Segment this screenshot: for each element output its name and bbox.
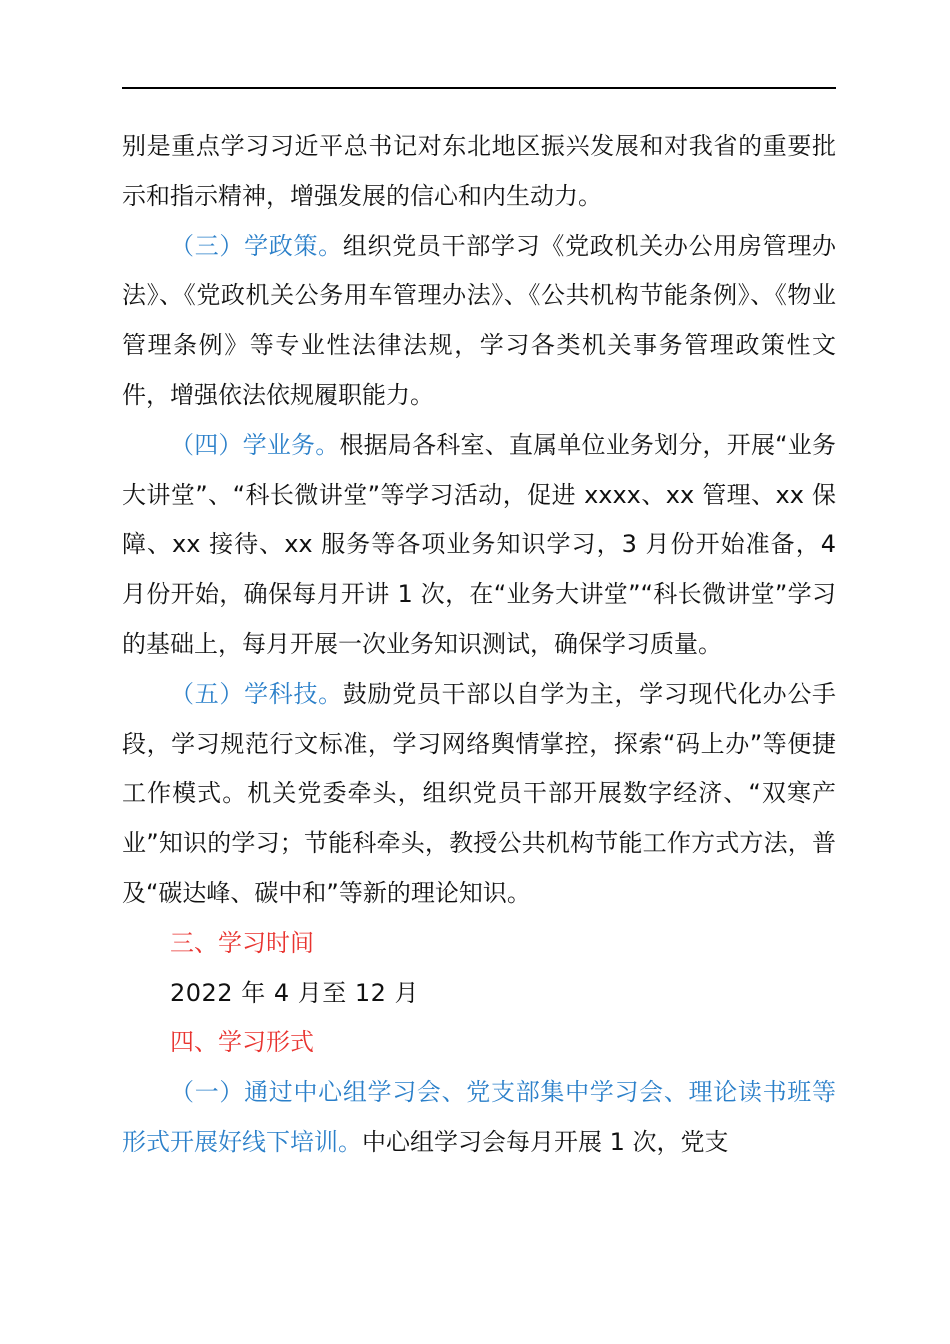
section-heading-study-time: 三、学习时间 — [170, 928, 314, 957]
paragraph-text: 鼓励党员干部以自学为主，学习现代化办公手段，学习规范行文标准，学习网络舆情掌控，探索“码上办”等便捷工作模式。机关党委牵头，组织党员干部开展数字经济、“双寒产业”知识的学习；节能科牵头，教授公共机构节能工作方式方法，普及“碳达峰、碳中和”等新的理论知识。 — [122, 679, 837, 907]
subheading-study-technology: （五）学科技。 — [170, 679, 343, 708]
paragraph-study-technology — [122, 670, 836, 919]
study-time-value: 2022 年 4 月至 12 月 — [170, 978, 420, 1007]
section-heading-study-form: 四、学习形式 — [170, 1028, 314, 1057]
paragraph-study-business — [122, 421, 836, 670]
document-body — [122, 122, 836, 1168]
subheading-study-policy: （三）学政策。 — [170, 231, 343, 260]
paragraph-text: 组织党员干部学习《党政机关办公用房管理办法》、《党政机关公务用车管理办法》、《公共机构节能条例》、《物业管理条例》等专业性法律法规，学习各类机关事务管理政策性文件，增强依法依规履职能力。 — [122, 231, 837, 409]
paragraph-text: 别是重点学习习近平总书记对东北地区振兴发展和对我省的重要批示和指示精神，增强发展的信心和内生动力。 — [122, 132, 836, 210]
paragraph-text: 中心组学习会每月开展 1 次，党支 — [362, 1127, 729, 1156]
paragraph-study-form-1 — [122, 1068, 836, 1168]
paragraph-continued — [122, 122, 836, 222]
subheading-study-business: （四）学业务。 — [170, 430, 340, 459]
subheading-offline-training: （一）通过中心组学习会、党支部集中学习会、理论读书班等形式开展好线下培训。 — [122, 1078, 836, 1156]
header-rule — [122, 87, 836, 89]
paragraph-study-policy — [122, 222, 836, 421]
paragraph-text: 根据局各科室、直属单位业务划分，开展“业务大讲堂”、“科长微讲堂”等学习活动，促进 xxxx、xx 管理、xx 保障、xx 接待、xx 服务等各项业务知识学习，3 月份开始准备，4 月份开始，确保每月开讲 1 次，在“业务大讲堂”“科长微讲堂”学习的基础上，每月开展一次业务知识测试，确保学习质量。 — [122, 430, 837, 658]
